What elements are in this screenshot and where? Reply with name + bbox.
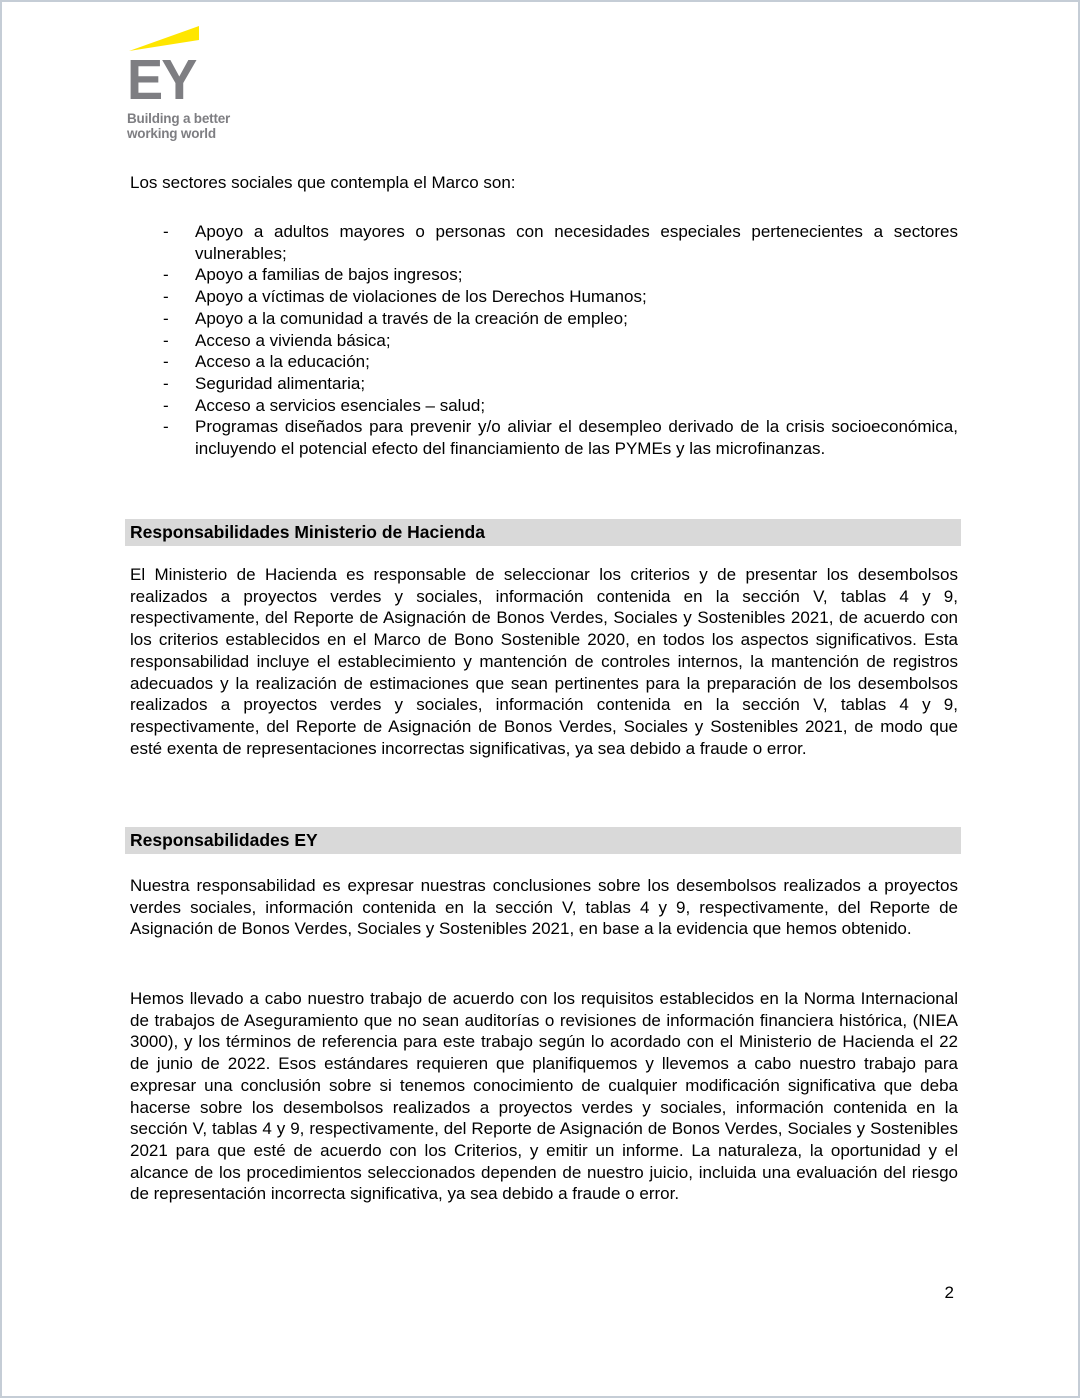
paragraph-ey-responsibilities-2: Hemos llevado a cabo nuestro trabajo de acuerdo con los requisitos establecidos en la Norma Internacional de trabajos de Aseguramiento que no sean auditorías o revisiones de información financiera histórica, (NIEA 3000), y los términos de referencia para este trabajo según lo acordado con el Ministerio de Hacienda el 22 de junio de 2022. Esos estándares requieren que planifiquemos y llevemos a cabo nuestro trabajo para expresar una conclusión sobre si tenemos conocimiento de cualquier modificación significativa que deba hacerse sobre los desembolsos realizados a proyectos verdes y sociales, información contenida en la sección V, tablas 4 y 9, respectivamente, del Reporte de Asignación de Bonos Verdes, Sociales y Sostenibles 2021 para que esté de acuerdo con los Criterios, y emitir un informe. La naturaleza, la oportunidad y el alcance de los procedimientos seleccionados dependen de nuestro juicio, incluida una evaluación del riesgo de representación incorrecta significativa, ya sea debido a fraude o error. xyxy=(130,989,958,1204)
list-item-text: Programas diseñados para prevenir y/o aliviar el desempleo derivado de la crisis socioeconómica, incluyendo el potencial efecto del financiamiento de las PYMEs y las microfinanzas. xyxy=(195,417,958,459)
ey-logo-letters: EY xyxy=(127,48,196,112)
list-item xyxy=(130,221,958,264)
ey-logo xyxy=(127,26,230,141)
list-item xyxy=(130,308,958,330)
list-dash-marker: - xyxy=(163,417,169,437)
list-item xyxy=(130,373,958,395)
paragraph-ey-responsibilities-1: Nuestra responsabilidad es expresar nuestras conclusiones sobre los desembolsos realizados a proyectos verdes sociales, información contenida en la sección V, tablas 4 y 9, respectivamente, del Reporte de Asignación de Bonos Verdes, Sociales y Sostenibles 2021, en base a la evidencia que hemos obtenido. xyxy=(130,876,958,939)
list-item-text: Apoyo a víctimas de violaciones de los Derechos Humanos; xyxy=(195,287,647,307)
list-dash-marker: - xyxy=(163,308,169,328)
social-sectors-list xyxy=(130,221,958,460)
ey-tagline-line2: working world xyxy=(127,126,216,141)
list-item xyxy=(130,351,958,373)
list-item-text: Acceso a vivienda básica; xyxy=(195,330,391,350)
list-dash-marker: - xyxy=(163,373,169,393)
list-dash-marker: - xyxy=(163,352,169,372)
list-dash-marker: - xyxy=(163,395,169,415)
list-dash-marker: - xyxy=(163,330,169,350)
list-item xyxy=(130,416,958,459)
list-item xyxy=(130,395,958,417)
list-item xyxy=(130,330,958,352)
list-dash-marker: - xyxy=(163,287,169,307)
section-heading-ey: Responsabilidades EY xyxy=(125,827,961,854)
list-item-text: Acceso a la educación; xyxy=(195,352,370,372)
section-heading-hacienda: Responsabilidades Ministerio de Hacienda xyxy=(125,519,961,546)
list-item xyxy=(130,264,958,286)
list-item-text: Acceso a servicios esenciales – salud; xyxy=(195,395,486,415)
ey-tagline xyxy=(127,111,230,141)
list-item xyxy=(130,286,958,308)
ey-tagline-line1: Building a better xyxy=(127,111,231,126)
list-item-text: Apoyo a adultos mayores o personas con necesidades especiales pertenecientes a sectores vulnerables; xyxy=(195,222,958,263)
intro-paragraph: Los sectores sociales que contempla el Marco son: xyxy=(130,173,516,192)
list-item-text: Seguridad alimentaria; xyxy=(195,373,366,393)
list-item-text: Apoyo a familias de bajos ingresos; xyxy=(195,265,463,285)
list-item-text: Apoyo a la comunidad a través de la creación de empleo; xyxy=(195,308,628,328)
page-number: 2 xyxy=(944,1283,954,1302)
list-dash-marker: - xyxy=(163,222,169,241)
list-dash-marker: - xyxy=(163,265,169,285)
paragraph-hacienda-responsibilities: El Ministerio de Hacienda es responsable de seleccionar los criterios y de presentar los desembolsos realizados a proyectos verdes y sociales, información contenida en la sección V, tablas 4 y 9, respectivamente, del Reporte de Asignación de Bonos Verdes, Sociales y Sostenibles 2021, de acuerdo con los criterios establecidos en el Marco de Bono Sostenible 2020, en todos los aspectos significativos. Esta responsabilidad incluye el establecimiento y mantención de controles internos, la mantención de registros adecuados y la realización de estimaciones que sean pertinentes para la preparación de los desembolsos realizados a proyectos verdes y sociales, información contenida en la sección V, tablas 4 y 9, respectivamente, del Reporte de Asignación de Bonos Verdes, Sociales y Sostenibles 2021, de modo que esté exenta de representaciones incorrectas significativas, ya sea debido a fraude o error. xyxy=(130,565,958,758)
